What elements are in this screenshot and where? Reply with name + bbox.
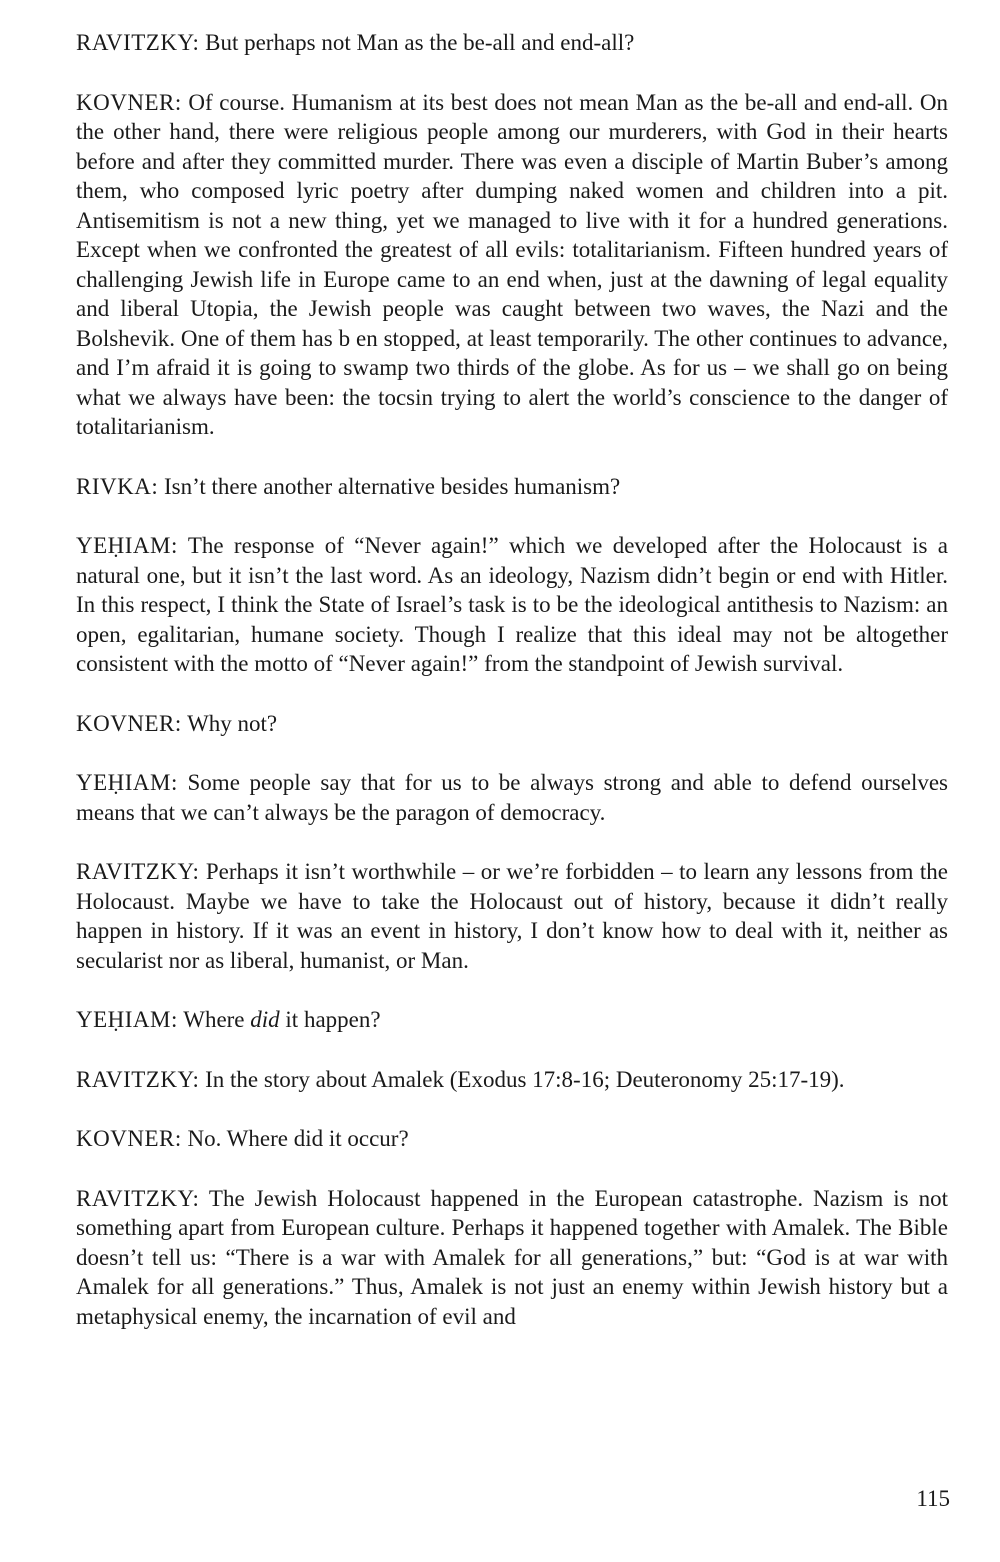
speech-text: Isn’t there another alternative besides humanism? — [163, 473, 621, 499]
speech-text: In the story about Amalek (Exodus 17:8-16; Deuteronomy 25:17-19). — [205, 1066, 845, 1092]
dialogue-paragraph — [76, 857, 948, 975]
dialogue-paragraph — [76, 768, 948, 827]
speaker-label: YEḤIAM: — [76, 770, 178, 795]
dialogue-paragraph — [76, 1005, 948, 1035]
speaker-label: YEḤIAM: — [76, 533, 178, 558]
speaker-label: RAVITZKY: — [76, 859, 200, 884]
page-number: 115 — [916, 1486, 950, 1511]
speech-text-emphasis: did — [250, 1007, 280, 1032]
speech-text: Why not? — [187, 710, 278, 736]
speaker-label: YEḤIAM: — [76, 1007, 178, 1032]
dialogue-paragraph — [76, 1065, 948, 1095]
speech-text: Perhaps it isn’t worthwhile – or we’re forbidden – to learn any lessons from the Holocaust. Maybe we have to take the Holocaust out of history, because it didn’t really happen in history. If it was an event in history, I don’t know how to deal with it, neither as secularist nor as liberal, humanist, or Man. — [76, 859, 949, 973]
speaker-label: RAVITZKY: — [76, 1185, 200, 1211]
dialogue-paragraph — [76, 531, 948, 679]
speech-text: The Jewish Holocaust happened in the European catastrophe. Nazism is not something apart from European culture. Perhaps it happened together with Amalek. The Bible doesn’t tell us: “There is a war with Amalek for all generations,” but: “God is at war with Amalek for all generations.” Thus, Amalek is not just an enemy within Jewish history but a metaphysical enemy, the incarnation of evil and — [76, 1185, 948, 1329]
speaker-label: KOVNER: — [76, 710, 182, 736]
speaker-label: RAVITZKY: — [76, 1066, 200, 1092]
dialogue-paragraph — [76, 472, 948, 502]
speech-text-before: Where — [183, 1007, 251, 1032]
page-body — [76, 28, 948, 1361]
speaker-label: KOVNER: — [76, 89, 182, 115]
speech-text: Some people say that for us to be always strong and able to defend ourselves means that we can’t always be the paragon of democracy. — [76, 770, 949, 825]
speaker-label: RAVITZKY: — [76, 30, 200, 55]
dialogue-paragraph — [76, 88, 948, 442]
speaker-label: RIVKA: — [76, 473, 159, 499]
speech-text: But perhaps not Man as the be-all and end-all? — [205, 30, 635, 55]
dialogue-paragraph — [76, 28, 948, 58]
speech-text — [183, 1007, 380, 1032]
speech-text: The response of “Never again!” which we developed after the Holocaust is a natural one, but it isn’t the last word. As an ideology, Nazism didn’t begin or end with Hitler. In this respect, I think the State of Israel’s task is to be the ideological antithesis to Nazism: an open, egalitarian, humane society. Though I realize that this ideal may not be altogether consistent with the motto of “Never again!” from the standpoint of Jewish survival. — [76, 533, 948, 676]
dialogue-paragraph — [76, 1124, 948, 1154]
speaker-label: KOVNER: — [76, 1126, 182, 1151]
speech-text: No. Where did it occur? — [187, 1126, 409, 1151]
dialogue-paragraph — [76, 1184, 948, 1332]
speech-text-after: it happen? — [279, 1007, 381, 1032]
dialogue-paragraph — [76, 709, 948, 739]
speech-text: Of course. Humanism at its best does not mean Man as the be-all and end-all. On the other hand, there were religious people among our murderers, with God in their hearts before and after they committed murder. There was even a disciple of Martin Buber’s among them, who composed lyric poetry after dumping naked women and children into a pit. Antisemitism is not a new thing, yet we managed to live with it for a hundred generations. Except when we confronted the greatest of all evils: totalitarianism. Fifteen hundred years of challenging Jewish life in Europe came to an end when, just at the dawning of legal equality and liberal Utopia, the Jewish people was caught between two waves, the Nazi and the Bolshevik. One of them has b en stopped, at least temporarily. The other continues to advance, and I’m afraid it is going to swamp two thirds of the globe. As for us – we shall go on being what we always have been: the tocsin trying to alert the world’s conscience to the danger of totalitarianism. — [76, 89, 949, 439]
